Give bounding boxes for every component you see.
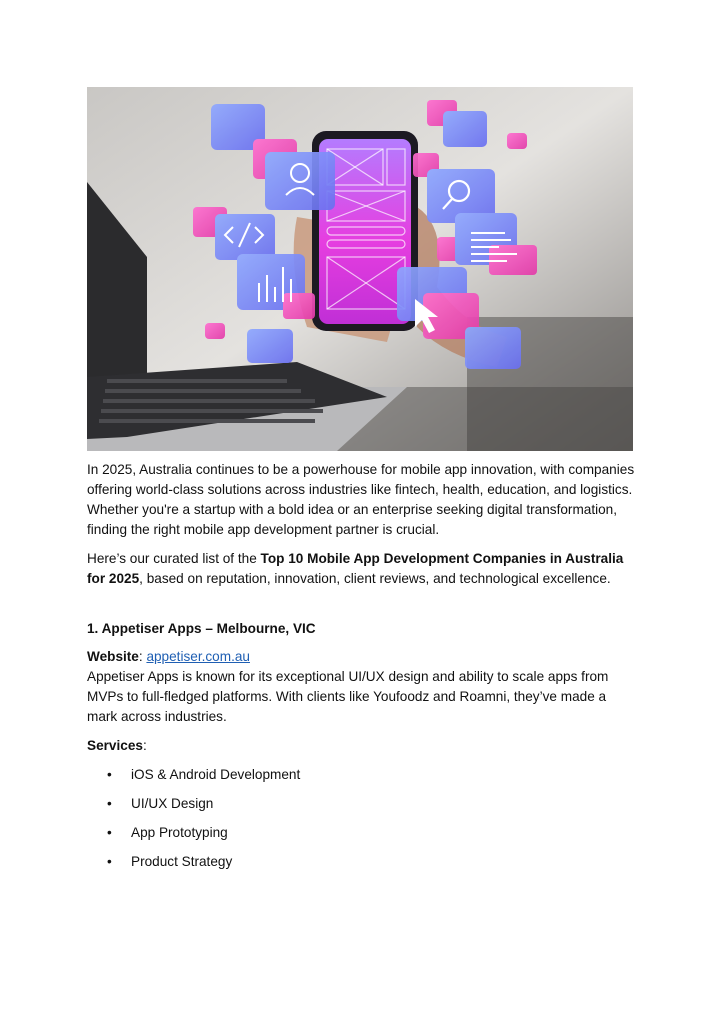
bullet-icon: • (107, 825, 112, 840)
bullet-icon: • (107, 767, 112, 782)
list-item: • iOS & Android Development (87, 765, 635, 785)
list-item: • Product Strategy (87, 852, 635, 872)
bullet-icon: • (107, 854, 112, 869)
article-body (87, 460, 635, 881)
services-list (87, 765, 635, 872)
website-label: Website (87, 649, 139, 664)
hero-image (87, 87, 633, 451)
list-item: • App Prototyping (87, 823, 635, 843)
company-description: Appetiser Apps is known for its exceptional UI/UX design and ability to scale apps from MVPs to full-fledged platforms. With clients like Youfoodz and Roamni, they’ve made a mark across industries. (87, 669, 609, 724)
company-website-block: Website: appetiser.com.au Appetiser Apps is known for its exceptional UI/UX design and ability to scale apps from MVPs to full-fledged platforms. With clients like Youfoodz and Roamni, they’ve made a mark across industries. (87, 649, 609, 724)
intro-paragraph: In 2025, Australia continues to be a powerhouse for mobile app innovation, with companies offering world-class solutions across industries like fintech, health, education, and logistics. Whether you're a startup with a bold idea or an enterprise seeking digital transformation, finding the right mobile app development partner is crucial. (87, 462, 635, 537)
website-link[interactable]: appetiser.com.au (146, 649, 250, 664)
company-heading: 1. Appetiser Apps – Melbourne, VIC (87, 621, 316, 636)
curated-list-title: Top 10 Mobile App Development Companies in Australia for 2025 (87, 551, 624, 586)
bullet-icon: • (107, 796, 112, 811)
list-item: • UI/UX Design (87, 794, 635, 814)
curated-list-paragraph: Here’s our curated list of the Top 10 Mobile App Development Companies in Australia for 2025, based on reputation, innovation, client reviews, and technological excellence. (87, 551, 624, 586)
services-heading: Services: (87, 738, 147, 753)
